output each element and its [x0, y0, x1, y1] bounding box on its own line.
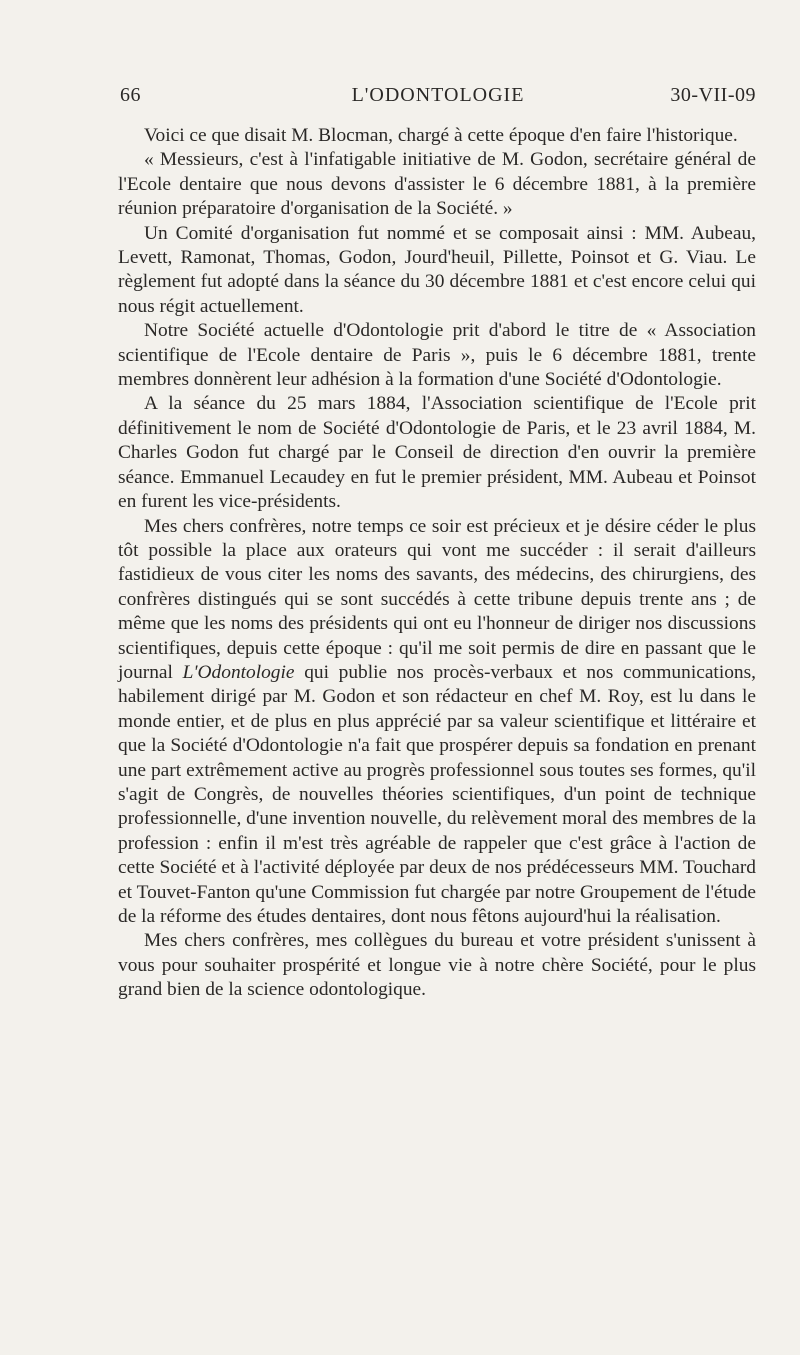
paragraph-historique: Voici ce que disait M. Blocman, chargé à cette époque d'en faire l'historique. — [144, 125, 738, 146]
paragraph-confreres — [118, 515, 756, 930]
journal-title: L'ODONTOLOGIE — [351, 84, 525, 106]
running-header — [120, 84, 756, 114]
paragraph-closing: Mes chers confrères, mes collègues du bureau et votre président s'unissent à vous pour souhaiter prospérité et longue vie à notre chère Société, pour le plus grand bien de la science odontologique. — [118, 930, 756, 1001]
issue-date: 30-VII-09 — [670, 84, 756, 106]
body-text — [118, 124, 756, 1003]
paragraph-association: Notre Société actuelle d'Odontologie prit d'abord le titre de « Association scientifique de l'Ecole dentaire de Paris », puis le 6 décembre 1881, trente membres donnèrent leur adhésion à la formation d'une Société d'Odontologie. — [118, 320, 756, 391]
paragraph-quote-godon: « Messieurs, c'est à l'infatigable initiative de M. Godon, secrétaire général de l'Ecole dentaire que nous devons d'assister le 6 décembre 1881, à la première réunion préparatoire d'organisation de la Société. » — [118, 149, 756, 220]
paragraph-seance-1884: A la séance du 25 mars 1884, l'Association scientifique de l'Ecole prit définitivement le nom de Société d'Odontologie de Paris, et le 23 avril 1884, M. Charles Godon fut chargé par le Conseil de direction d'en ouvrir la première séance. Emmanuel Lecaudey en fut le premier président, MM. Aubeau et Poinsot en furent les vice-présidents. — [118, 393, 756, 513]
paragraph-confreres-part2: qui publie nos procès-verbaux et nos communications, habilement dirigé par M. Godon et son rédacteur en chef M. Roy, est lu dans le monde entier, et de plus en plus apprécié par sa valeur scientifique et littéraire et que la Société d'Odontologie n'a fait que prospérer depuis sa fondation en prenant une part extrêmement active au progrès professionnel sous toutes ses formes, qu'il s'agit de Congrès, de nouvelles théories scientifiques, d'un point de technique professionnelle, d'une invention nouvelle, du relèvement moral des membres de la profession : enfin il m'est très agréable de rappeler que c'est grâce à l'action de cette Société et à l'activité déployée par deux de nos prédécesseurs MM. Touchard et Touvet-Fanton qu'une Commission fut chargée par notre Groupement de l'étude de la réforme des études dentaires, dont nous fêtons aujourd'hui la réalisation. — [118, 661, 756, 927]
journal-name-italic: L'Odontologie — [182, 661, 295, 683]
page-number: 66 — [120, 84, 141, 106]
paragraph-comite: Un Comité d'organisation fut nommé et se composait ainsi : MM. Aubeau, Levett, Ramonat, Thomas, Godon, Jourd'heuil, Pillette, Poinsot et G. Viau. Le règlement fut adopté dans la séance du 30 décembre 1881 et c'est encore celui qui nous régit actuellement. — [118, 222, 756, 317]
paragraph-confreres-part1: Mes chers confrères, notre temps ce soir est précieux et je désire céder le plus tôt possible la place aux orateurs qui vont me succéder : il serait d'ailleurs fastidieux de vous citer les noms des savants, des médecins, des chirurgiens, des confrères distingués qui se sont succédés à cette tribune depuis trente ans ; de même que les noms des présidents qui ont eu l'honneur de diriger nos discussions scientifiques, depuis cette époque : qu'il me soit permis de dire en passant que le journal — [118, 515, 756, 683]
